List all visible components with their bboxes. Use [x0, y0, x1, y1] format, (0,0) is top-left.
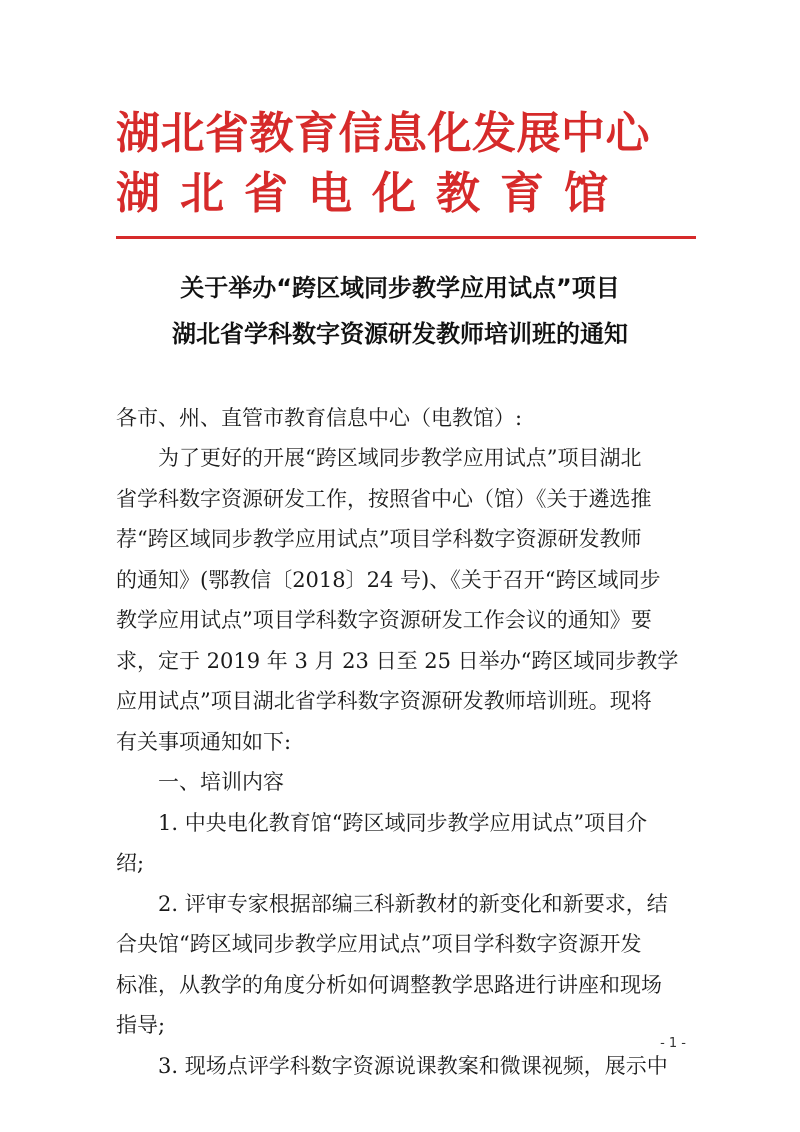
issuer-name-line-2: 湖北省电化教育馆 [116, 168, 628, 219]
notice-body [116, 438, 696, 1086]
body-line: 合央馆“跨区域同步教学应用试点”项目学科数字资源开发 [116, 932, 642, 956]
body-line: 教学应用试点”项目学科数字资源研发工作会议的通知》要 [116, 608, 652, 632]
list-item: 2. 评审专家根据部编三科新教材的新变化和新要求，结 [158, 891, 668, 916]
salutation [116, 398, 696, 439]
notice-title-line-2: 湖北省学科数字资源研发教师培训班的通知 [172, 320, 628, 348]
salutation-text: 各市、州、直管市教育信息中心（电教馆）: [116, 406, 523, 430]
page-number: - 1 - [660, 1036, 686, 1051]
issuer-name-line-1: 湖北省教育信息化发展中心 [116, 108, 650, 159]
body-line: 省学科数字资源研发工作，按照省中心（馆）《关于遴选推 [116, 486, 652, 511]
body-line: 应用试点”项目湖北省学科数字资源研发教师培训班。现将 [116, 689, 652, 713]
red-divider-line [116, 236, 696, 239]
body-line: 指导; [116, 1013, 166, 1037]
list-item: 1. 中央电化教育馆“跨区域同步教学应用试点”项目介 [158, 810, 648, 835]
section-heading: 一、培训内容 [158, 770, 284, 794]
body-line: 有关事项通知如下: [116, 729, 292, 754]
body-line: 绍; [116, 851, 145, 875]
notice-title-line-1: 关于举办“跨区域同步教学应用试点”项目 [180, 274, 620, 302]
list-item: 3. 现场点评学科数字资源说课教案和微课视频，展示中 [158, 1053, 668, 1078]
body-line: 求，定于 2019 年 3 月 23 日至 25 日举办“跨区域同步教学 [116, 648, 679, 673]
body-line: 为了更好的开展“跨区域同步教学应用试点”项目湖北 [158, 446, 642, 470]
body-line: 标准，从教学的角度分析如何调整教学思路进行讲座和现场 [116, 972, 662, 997]
body-line: 荐“跨区域同步教学应用试点”项目学科数字资源研发教师 [116, 527, 642, 551]
body-line: 的通知》(鄂教信〔2018〕24 号)、《关于召开“跨区域同步 [116, 567, 661, 592]
